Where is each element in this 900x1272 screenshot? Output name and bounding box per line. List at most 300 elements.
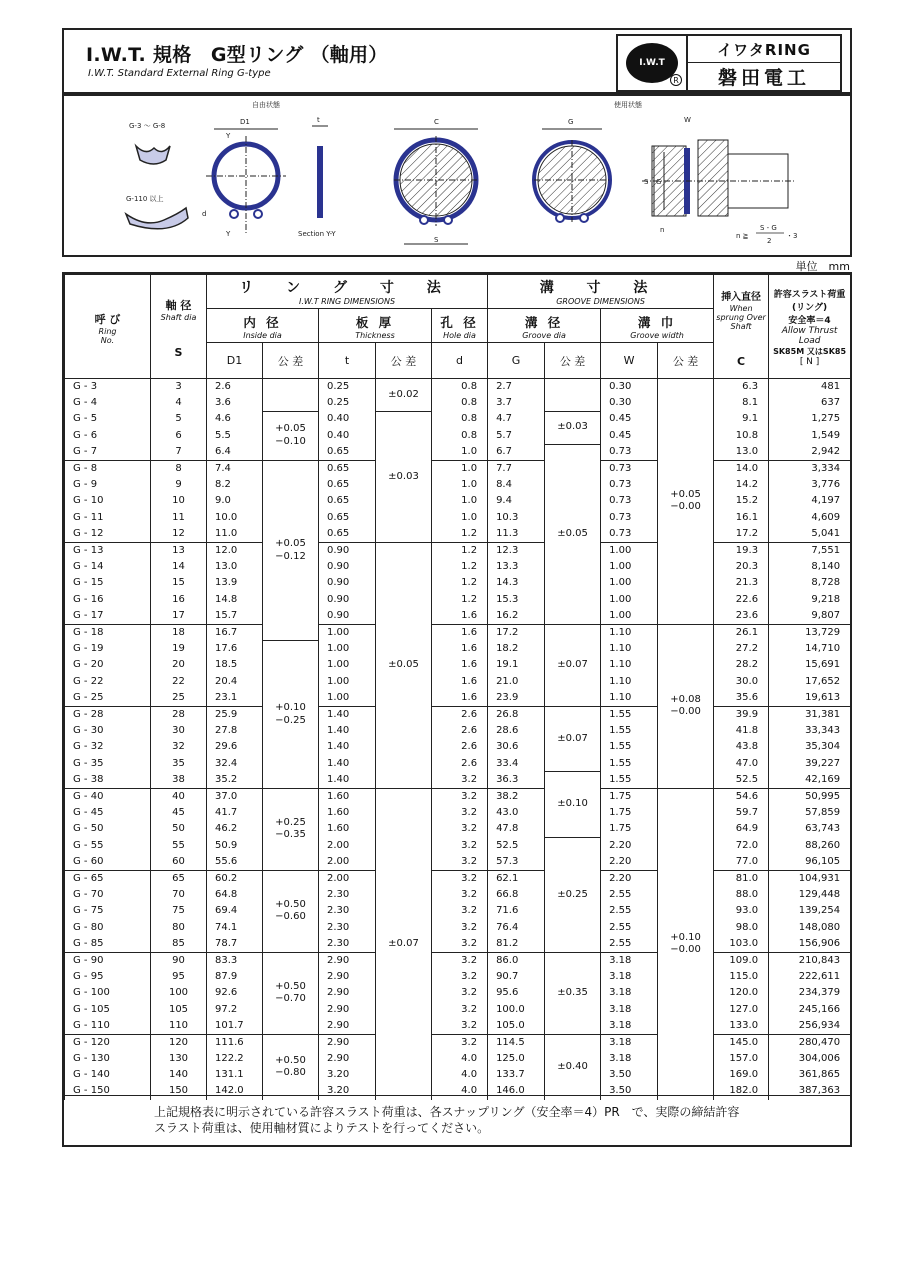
col-d1-tol: 公 差: [263, 343, 319, 379]
label-d1: D1: [240, 118, 250, 126]
cell-t: 0.40: [319, 411, 376, 427]
cell-thrust: 50,995: [769, 788, 851, 804]
cell-w-tol: +0.05 −0.00: [658, 379, 714, 625]
cell-w: 3.18: [601, 1018, 658, 1034]
cell-w: 1.00: [601, 542, 658, 558]
cell-insert: 8.1: [714, 395, 769, 411]
cell-t: 1.40: [319, 723, 376, 739]
cell-insert: 52.5: [714, 772, 769, 788]
cell-insert: 35.6: [714, 690, 769, 706]
col-inner: 内 径 Inside dia: [207, 309, 319, 343]
cell-d1: 64.8: [207, 887, 263, 903]
cell-insert: 28.2: [714, 657, 769, 673]
cell-shaft: 75: [151, 903, 207, 919]
small-ring-icon: [126, 146, 188, 229]
table-row: [65, 411, 851, 427]
cell-call: G - 105: [65, 1001, 151, 1017]
cell-w: 3.18: [601, 952, 658, 968]
cell-g: 17.2: [488, 624, 545, 640]
cell-insert: 30.0: [714, 674, 769, 690]
cell-call: G - 8: [65, 460, 151, 476]
table-row: [65, 903, 851, 919]
cell-d1: 142.0: [207, 1083, 263, 1099]
unit-note: 単位 mm: [795, 260, 850, 273]
cell-call: G - 50: [65, 821, 151, 837]
cell-w: 3.18: [601, 1034, 658, 1050]
cell-t: 0.65: [319, 477, 376, 493]
page-subtitle: I.W.T. Standard External Ring G-type: [88, 68, 271, 79]
cell-insert: 22.6: [714, 592, 769, 608]
cell-g: 47.8: [488, 821, 545, 837]
table-row: [65, 657, 851, 673]
cell-insert: 77.0: [714, 854, 769, 870]
cell-d: 1.2: [432, 575, 488, 591]
cell-w: 1.10: [601, 641, 658, 657]
cell-insert: 13.0: [714, 444, 769, 460]
cell-thrust: 9,218: [769, 592, 851, 608]
cell-d1: 4.6: [207, 411, 263, 427]
cell-g: 16.2: [488, 608, 545, 624]
cell-g: 57.3: [488, 854, 545, 870]
cell-d: 3.2: [432, 903, 488, 919]
table-row: [65, 674, 851, 690]
cell-thrust: 280,470: [769, 1034, 851, 1050]
cell-t: 2.90: [319, 1034, 376, 1050]
cell-insert: 41.8: [714, 723, 769, 739]
cell-shaft: 15: [151, 575, 207, 591]
cell-d: 2.6: [432, 706, 488, 722]
cell-t: 2.30: [319, 887, 376, 903]
cell-g: 6.7: [488, 444, 545, 460]
cell-insert: 59.7: [714, 805, 769, 821]
table-row: [65, 788, 851, 804]
cell-thrust: 13,729: [769, 624, 851, 640]
cell-insert: 43.8: [714, 739, 769, 755]
cell-insert: 14.0: [714, 460, 769, 476]
logo-line-1: イワタRING: [688, 36, 840, 63]
cell-d1-tol: +0.50 −0.80: [263, 1034, 319, 1100]
cell-w: 0.73: [601, 510, 658, 526]
cell-call: G - 80: [65, 919, 151, 935]
cell-d1: 55.6: [207, 854, 263, 870]
cell-thrust: 88,260: [769, 837, 851, 853]
cell-thrust: 31,381: [769, 706, 851, 722]
cell-insert: 19.3: [714, 542, 769, 558]
cell-shaft: 50: [151, 821, 207, 837]
cell-call: G - 18: [65, 624, 151, 640]
cell-w: 1.10: [601, 657, 658, 673]
spec-table-panel: [62, 272, 852, 1147]
cell-thrust: 96,105: [769, 854, 851, 870]
table-row: [65, 969, 851, 985]
cell-call: G - 40: [65, 788, 151, 804]
cell-shaft: 55: [151, 837, 207, 853]
col-thrust: 許容スラスト荷重(リング) 安全率＝4 Allow Thrust Load SK85M 又はSK85 [ N ]: [769, 275, 851, 379]
cell-d1: 74.1: [207, 919, 263, 935]
cell-shaft: 95: [151, 969, 207, 985]
cell-w: 2.20: [601, 854, 658, 870]
cell-d1: 27.8: [207, 723, 263, 739]
cell-shaft: 105: [151, 1001, 207, 1017]
cell-g: 10.3: [488, 510, 545, 526]
cell-w-tol: +0.10 −0.00: [658, 788, 714, 1099]
cell-d1: 69.4: [207, 903, 263, 919]
cell-call: G - 95: [65, 969, 151, 985]
cell-d1: 29.6: [207, 739, 263, 755]
cell-w: 2.55: [601, 936, 658, 952]
cell-thrust: 387,363: [769, 1083, 851, 1099]
groove-drawing: [534, 129, 610, 222]
table-row: [65, 870, 851, 886]
cell-g: 43.0: [488, 805, 545, 821]
cell-t: 1.00: [319, 641, 376, 657]
table-row: [65, 755, 851, 771]
cell-d1: 83.3: [207, 952, 263, 968]
cell-shaft: 150: [151, 1083, 207, 1099]
cell-insert: 47.0: [714, 755, 769, 771]
cell-shaft: 10: [151, 493, 207, 509]
cell-shaft: 20: [151, 657, 207, 673]
cell-d1: 3.6: [207, 395, 263, 411]
cell-d: 3.2: [432, 788, 488, 804]
cell-d: 3.2: [432, 969, 488, 985]
cell-shaft: 18: [151, 624, 207, 640]
footer-line-1: 上記規格表に明示されている許容スラスト荷重は、各スナップリング（安全率＝4）PR で、実際の締結許容: [154, 1105, 740, 1119]
label-t: t: [317, 116, 320, 124]
col-ring-dims: リ ン グ 寸 法 I.W.T RING DIMENSIONS: [207, 275, 488, 309]
cell-thrust: 481: [769, 379, 851, 395]
cell-thrust: 245,166: [769, 1001, 851, 1017]
cell-w: 2.55: [601, 903, 658, 919]
cell-g: 23.9: [488, 690, 545, 706]
cell-g-tol: ±0.40: [545, 1034, 601, 1100]
cell-shaft: 7: [151, 444, 207, 460]
cell-call: G - 75: [65, 903, 151, 919]
cell-d: 3.2: [432, 870, 488, 886]
cell-insert: 157.0: [714, 1051, 769, 1067]
cell-w: 2.20: [601, 837, 658, 853]
cell-d1: 11.0: [207, 526, 263, 542]
label-s-1: S: [434, 236, 439, 244]
cell-call: G - 15: [65, 575, 151, 591]
cell-call: G - 9: [65, 477, 151, 493]
col-t-tol: 公 差: [376, 343, 432, 379]
table-row: [65, 690, 851, 706]
table-row: [65, 1001, 851, 1017]
cell-thrust: 637: [769, 395, 851, 411]
cell-shaft: 90: [151, 952, 207, 968]
cell-g: 125.0: [488, 1051, 545, 1067]
label-d: d: [202, 210, 207, 218]
cell-t: 1.60: [319, 805, 376, 821]
formula-prefix: n ≧: [736, 232, 749, 240]
cell-thrust: 156,906: [769, 936, 851, 952]
table-row: [65, 919, 851, 935]
cell-g-tol: ±0.35: [545, 952, 601, 1034]
cell-thrust: 234,379: [769, 985, 851, 1001]
cell-d: 3.2: [432, 1018, 488, 1034]
cell-call: G - 20: [65, 657, 151, 673]
cell-insert: 26.1: [714, 624, 769, 640]
cell-shaft: 85: [151, 936, 207, 952]
col-g: G: [488, 343, 545, 379]
cell-shaft: 14: [151, 559, 207, 575]
cell-shaft: 110: [151, 1018, 207, 1034]
table-row: [65, 854, 851, 870]
cell-call: G - 22: [65, 674, 151, 690]
cell-d1: 35.2: [207, 772, 263, 788]
cell-w: 1.00: [601, 559, 658, 575]
label-g: G: [568, 118, 574, 126]
cell-d1: 122.2: [207, 1051, 263, 1067]
cell-t: 2.90: [319, 985, 376, 1001]
cell-insert: 127.0: [714, 1001, 769, 1017]
cell-insert: 6.3: [714, 379, 769, 395]
cell-g: 28.6: [488, 723, 545, 739]
footer-note: [64, 1095, 850, 1145]
cell-d: 4.0: [432, 1083, 488, 1099]
cell-t: 2.90: [319, 1001, 376, 1017]
label-s-2: S: [644, 178, 649, 186]
cell-insert: 10.8: [714, 428, 769, 444]
cell-thrust: 39,227: [769, 755, 851, 771]
cell-w: 0.73: [601, 526, 658, 542]
table-row: [65, 559, 851, 575]
cell-call: G - 120: [65, 1034, 151, 1050]
cell-call: G - 35: [65, 755, 151, 771]
cell-thrust: 35,304: [769, 739, 851, 755]
cell-d: 3.2: [432, 887, 488, 903]
table-row: [65, 805, 851, 821]
cell-shaft: 6: [151, 428, 207, 444]
cell-insert: 20.3: [714, 559, 769, 575]
table-row: [65, 936, 851, 952]
cell-insert: 64.9: [714, 821, 769, 837]
ring-on-shaft-drawing: [394, 129, 478, 244]
cell-g: 95.6: [488, 985, 545, 1001]
table-row: [65, 821, 851, 837]
cell-t: 1.00: [319, 657, 376, 673]
logo-mark: [618, 36, 688, 90]
cell-w: 3.50: [601, 1067, 658, 1083]
cell-g: 66.8: [488, 887, 545, 903]
cell-d: 1.2: [432, 559, 488, 575]
cell-thrust: 33,343: [769, 723, 851, 739]
cell-thrust: 3,776: [769, 477, 851, 493]
cell-g: 62.1: [488, 870, 545, 886]
cell-g: 81.2: [488, 936, 545, 952]
cell-g: 11.3: [488, 526, 545, 542]
table-row: [65, 772, 851, 788]
cell-shaft: 38: [151, 772, 207, 788]
cell-d: 4.0: [432, 1051, 488, 1067]
cell-call: G - 25: [65, 690, 151, 706]
cell-d: 1.2: [432, 542, 488, 558]
cell-w: 1.55: [601, 706, 658, 722]
cell-thrust: 63,743: [769, 821, 851, 837]
cell-d: 1.6: [432, 674, 488, 690]
cell-thrust: 256,934: [769, 1018, 851, 1034]
cell-g: 2.7: [488, 379, 545, 395]
cell-t-tol: ±0.07: [376, 788, 432, 1099]
cell-t: 1.60: [319, 788, 376, 804]
cell-call: G - 11: [65, 510, 151, 526]
cell-w: 1.75: [601, 788, 658, 804]
cell-d1-tol: +0.25 −0.35: [263, 788, 319, 870]
cell-g-tol: ±0.05: [545, 444, 601, 624]
cell-insert: 81.0: [714, 870, 769, 886]
table-row: [65, 1018, 851, 1034]
cell-call: G - 55: [65, 837, 151, 853]
company-logo: [616, 34, 842, 92]
cell-w: 0.73: [601, 444, 658, 460]
logo-circle: I.W.T: [626, 43, 678, 83]
cell-thrust: 104,931: [769, 870, 851, 886]
cell-w: 1.55: [601, 772, 658, 788]
cell-g: 7.7: [488, 460, 545, 476]
cell-g: 18.2: [488, 641, 545, 657]
cell-d: 3.2: [432, 1034, 488, 1050]
table-row: [65, 641, 851, 657]
cell-shaft: 35: [151, 755, 207, 771]
cell-w: 1.00: [601, 575, 658, 591]
label-y-bottom: Y: [226, 230, 231, 238]
cell-g: 12.3: [488, 542, 545, 558]
cell-call: G - 12: [65, 526, 151, 542]
table-row: [65, 444, 851, 460]
cell-thrust: 15,691: [769, 657, 851, 673]
cell-d1: 92.6: [207, 985, 263, 1001]
cell-shaft: 60: [151, 854, 207, 870]
cell-call: G - 32: [65, 739, 151, 755]
cell-g: 26.8: [488, 706, 545, 722]
cell-thrust: 361,865: [769, 1067, 851, 1083]
cell-call: G - 85: [65, 936, 151, 952]
cell-d: 1.6: [432, 657, 488, 673]
cell-w: 0.30: [601, 379, 658, 395]
cell-d: 1.0: [432, 444, 488, 460]
cell-thrust: 4,197: [769, 493, 851, 509]
cell-thrust: 17,652: [769, 674, 851, 690]
cell-d: 0.8: [432, 428, 488, 444]
label-use-state: 使用状態: [614, 101, 642, 109]
cell-shaft: 13: [151, 542, 207, 558]
table-row: [65, 952, 851, 968]
table-row: [65, 985, 851, 1001]
cell-w: 2.55: [601, 919, 658, 935]
cell-w: 3.18: [601, 1051, 658, 1067]
cell-shaft: 65: [151, 870, 207, 886]
cell-d: 4.0: [432, 1067, 488, 1083]
cell-d1: 101.7: [207, 1018, 263, 1034]
cell-d1: 37.0: [207, 788, 263, 804]
col-w-tol: 公 差: [658, 343, 714, 379]
cell-d: 0.8: [432, 379, 488, 395]
cell-insert: 17.2: [714, 526, 769, 542]
cell-call: G - 45: [65, 805, 151, 821]
cell-w-tol: +0.08 −0.00: [658, 624, 714, 788]
logo-text: [688, 36, 840, 90]
cell-t: 0.65: [319, 460, 376, 476]
cell-d: 3.2: [432, 854, 488, 870]
cell-g: 114.5: [488, 1034, 545, 1050]
cell-thrust: 9,807: [769, 608, 851, 624]
cell-t: 0.65: [319, 493, 376, 509]
cell-d1: 16.7: [207, 624, 263, 640]
cell-call: G - 4: [65, 395, 151, 411]
cell-t: 2.30: [319, 936, 376, 952]
cell-d1-tol: +0.50 −0.70: [263, 952, 319, 1034]
cell-d1: 50.9: [207, 837, 263, 853]
cell-call: G - 7: [65, 444, 151, 460]
cell-w: 1.10: [601, 624, 658, 640]
cell-thrust: 4,609: [769, 510, 851, 526]
cell-d: 3.2: [432, 985, 488, 1001]
col-g-tol: 公 差: [545, 343, 601, 379]
cell-g: 3.7: [488, 395, 545, 411]
cell-t: 2.90: [319, 1051, 376, 1067]
col-w: W: [601, 343, 658, 379]
cell-shaft: 16: [151, 592, 207, 608]
cell-thrust: 19,613: [769, 690, 851, 706]
formula-suffix: ・3: [786, 232, 798, 240]
cell-w: 1.10: [601, 674, 658, 690]
cell-t: 2.90: [319, 1018, 376, 1034]
cell-d1: 6.4: [207, 444, 263, 460]
cell-t: 2.90: [319, 969, 376, 985]
label-g3-g8: G-3 ～ G-8: [129, 122, 166, 130]
cell-insert: 23.6: [714, 608, 769, 624]
cell-shaft: 40: [151, 788, 207, 804]
cell-d1: 10.0: [207, 510, 263, 526]
col-d1: D1: [207, 343, 263, 379]
cell-shaft: 70: [151, 887, 207, 903]
cell-thrust: 5,041: [769, 526, 851, 542]
cell-thrust: 8,140: [769, 559, 851, 575]
cell-d1-tol: [263, 379, 319, 412]
col-groove-dims: 溝 寸 法 GROOVE DIMENSIONS: [488, 275, 714, 309]
cell-shaft: 32: [151, 739, 207, 755]
col-insert-dia: 挿入直径 When sprung Over Shaft C: [714, 275, 769, 379]
cell-insert: 145.0: [714, 1034, 769, 1050]
cell-w: 1.10: [601, 690, 658, 706]
cell-d1: 18.5: [207, 657, 263, 673]
cell-insert: 182.0: [714, 1083, 769, 1099]
cell-d1: 111.6: [207, 1034, 263, 1050]
cell-w: 0.73: [601, 460, 658, 476]
cell-d1: 9.0: [207, 493, 263, 509]
cell-d1: 25.9: [207, 706, 263, 722]
cell-g-tol: ±0.03: [545, 411, 601, 444]
col-t: t: [319, 343, 376, 379]
cell-d1: 14.8: [207, 592, 263, 608]
cell-t: 0.65: [319, 444, 376, 460]
table-row: [65, 1051, 851, 1067]
cell-g: 38.2: [488, 788, 545, 804]
cell-d: 3.2: [432, 919, 488, 935]
label-y-top: Y: [226, 132, 231, 140]
cell-d: 3.2: [432, 821, 488, 837]
table-row: [65, 510, 851, 526]
registered-mark: R: [670, 74, 682, 86]
table-row: [65, 575, 851, 591]
cell-g-tol: ±0.07: [545, 624, 601, 706]
table-row: [65, 477, 851, 493]
cell-d1: 8.2: [207, 477, 263, 493]
cell-g: 8.4: [488, 477, 545, 493]
cell-t: 0.65: [319, 526, 376, 542]
cell-d: 1.0: [432, 460, 488, 476]
